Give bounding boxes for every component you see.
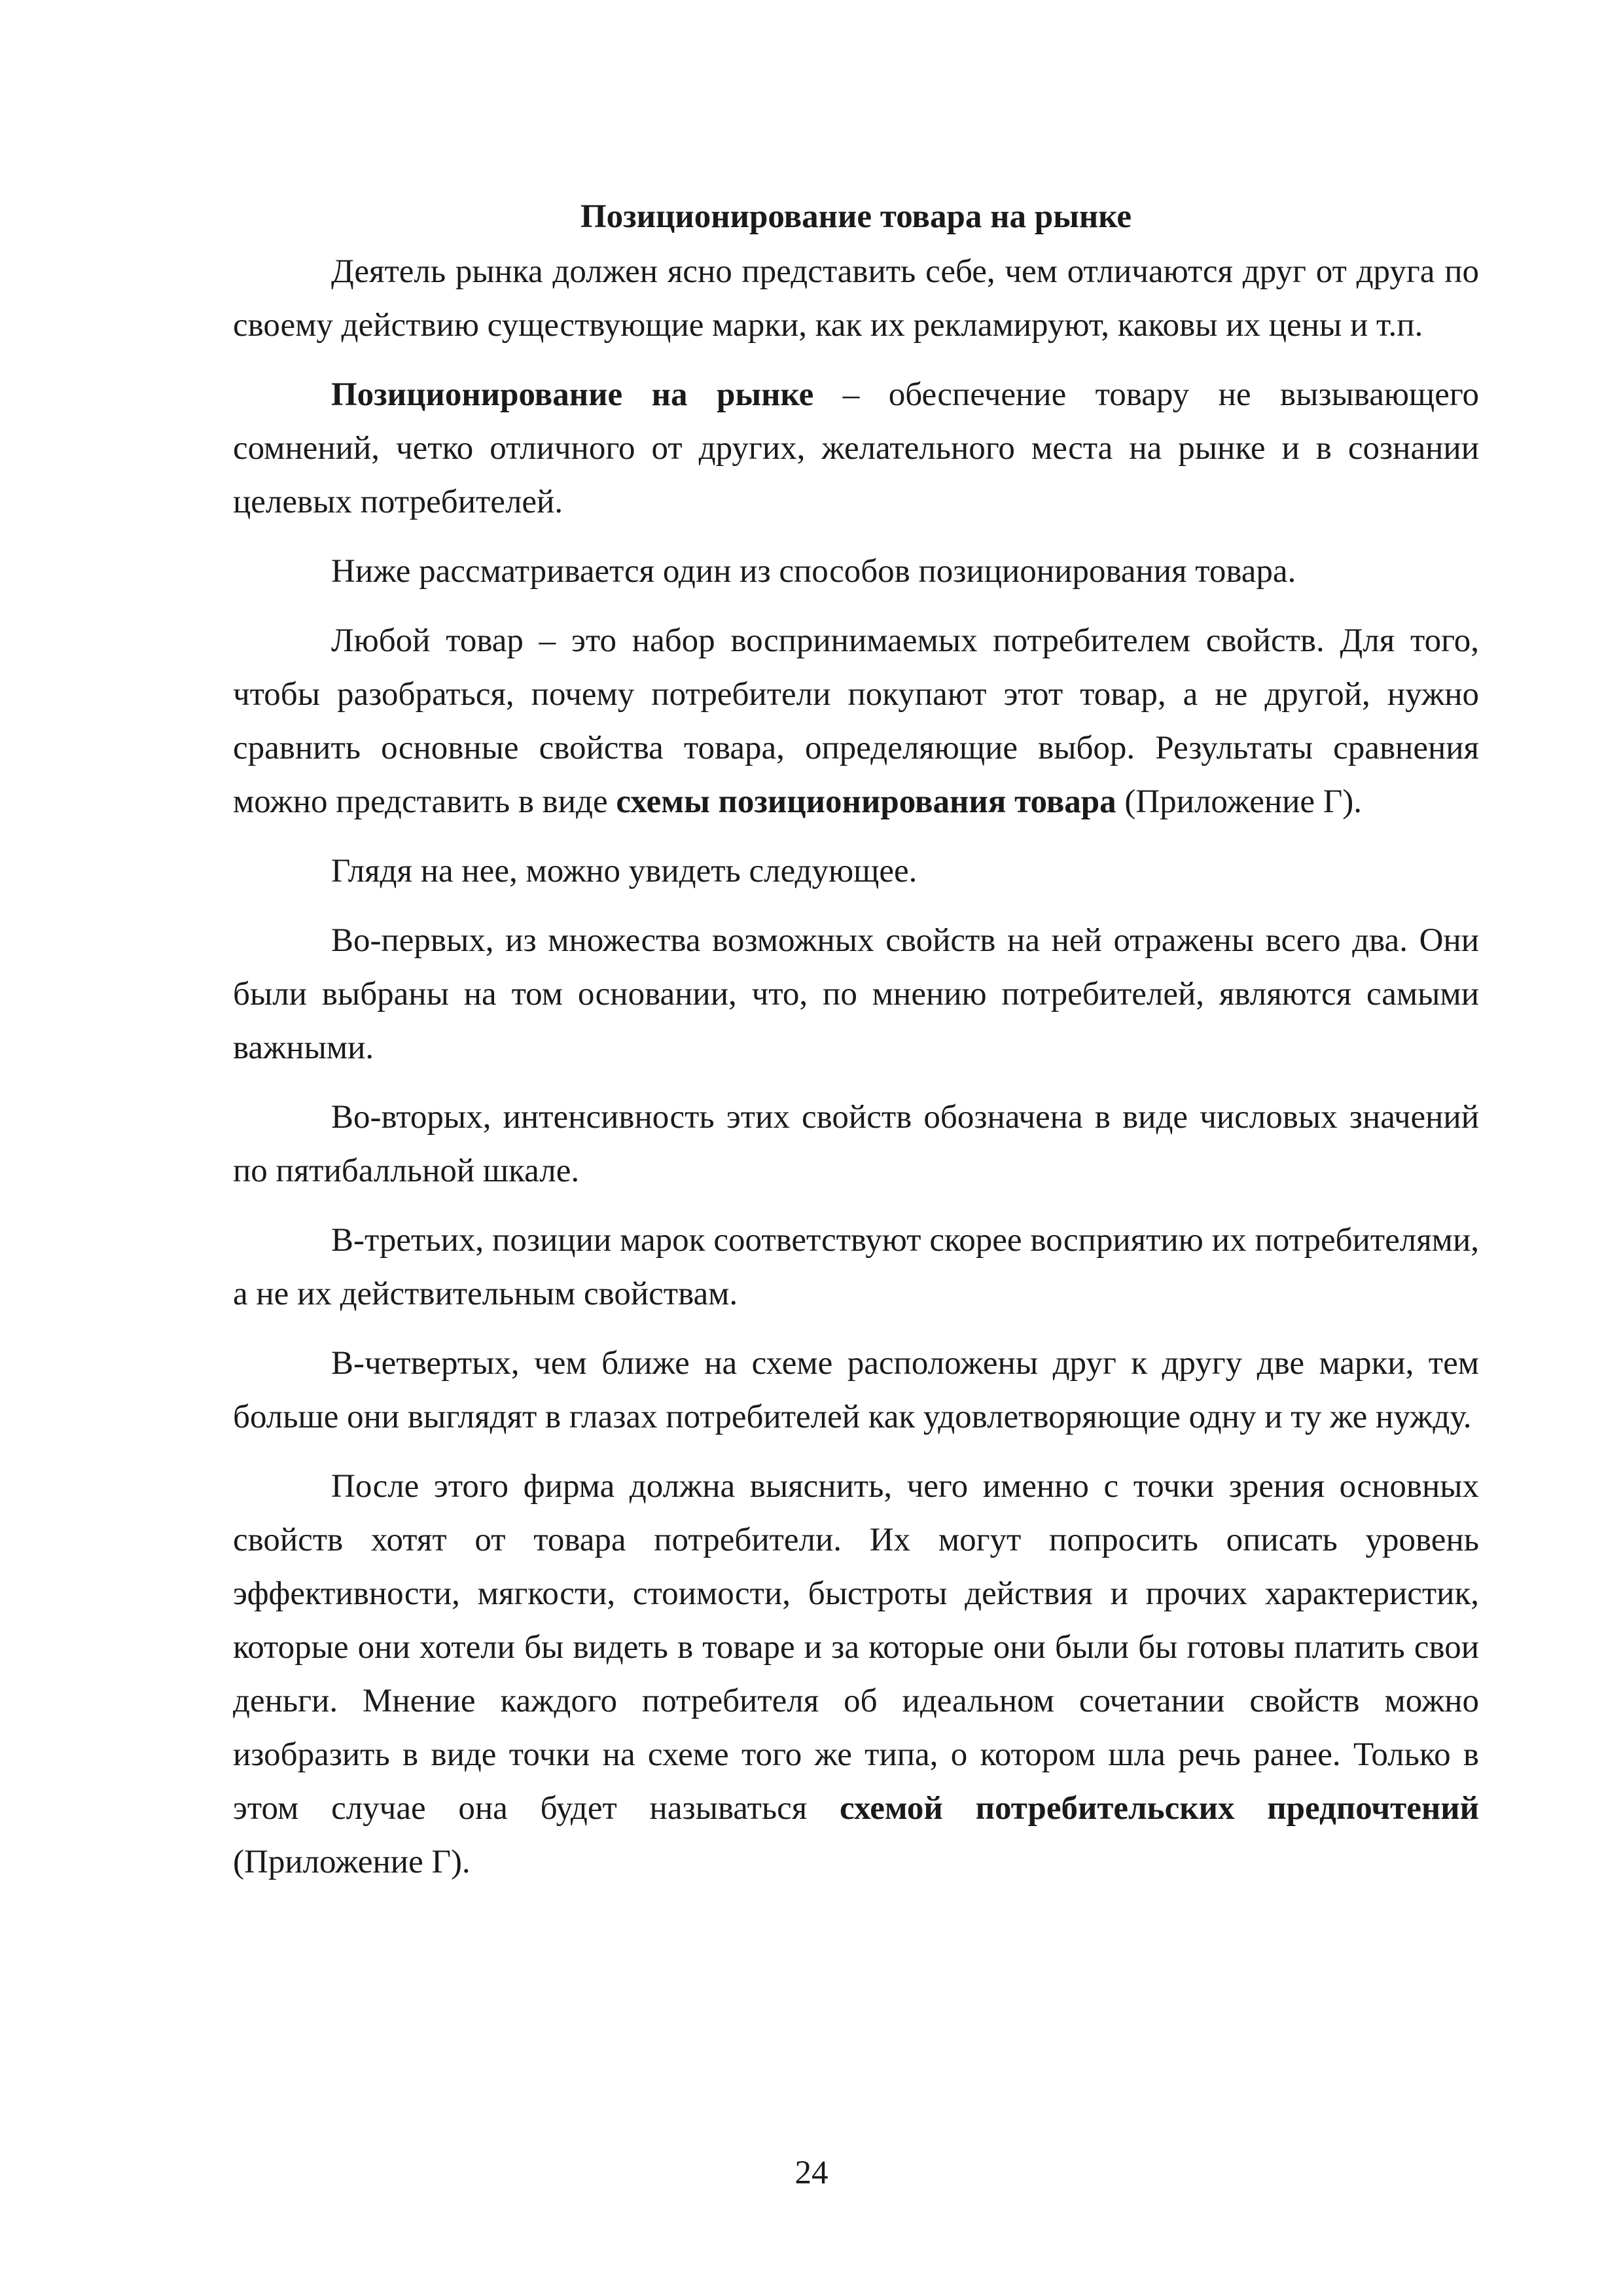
paragraph-text: Во-первых, из множества возможных свойств на ней отражены всего два. Они были выбраны на том основании, что, по мнению потребителей, являются самыми важными. bbox=[233, 922, 1479, 1066]
paragraph-3 bbox=[233, 545, 1479, 598]
paragraph-tail: (Приложение Г). bbox=[233, 1844, 471, 1880]
paragraph-5 bbox=[233, 844, 1479, 898]
paragraph-4 bbox=[233, 614, 1479, 829]
paragraph-10 bbox=[233, 1460, 1479, 1889]
paragraph-9 bbox=[233, 1336, 1479, 1444]
page-content bbox=[233, 190, 1479, 1905]
paragraph-text: Во-вторых, интенсивность этих свойств обозначена в виде числовых значений по пятибалльной шкале. bbox=[233, 1099, 1479, 1189]
page-title: Позиционирование товара на рынке bbox=[580, 198, 1132, 235]
paragraph-tail: (Приложение Г). bbox=[1116, 783, 1363, 820]
bold-term: схемой потребительских предпочтений bbox=[840, 1790, 1479, 1827]
paragraph-2-definition bbox=[233, 368, 1479, 529]
paragraph-text: Любой товар – это набор воспринимаемых потребителем свойств. Для того, чтобы разобраться, почему потребители покупают этот товар, а не другой, нужно сравнить основные свойства товара, определяющие выбор. Результаты сравнения можно представить в виде bbox=[233, 622, 1479, 820]
paragraph-text: В-третьих, позиции марок соответствуют скорее восприятию их потребителями, а не их действительным свойствам. bbox=[233, 1222, 1479, 1312]
paragraph-6 bbox=[233, 914, 1479, 1075]
paragraph-text: В-четвертых, чем ближе на схеме расположены друг к другу две марки, тем больше они выглядят в глазах потребителей как удовлетворяющие одну и ту же нужду. bbox=[233, 1345, 1479, 1435]
page-number: 24 bbox=[794, 2155, 829, 2191]
paragraph-text: – обеспечение товару не вызывающего сомнений, четко отличного от других, желательного места на рынке и в сознании целевых потребителей. bbox=[233, 376, 1479, 520]
defined-term: Позиционирование на рынке bbox=[331, 376, 814, 413]
bold-term: схемы позиционирования товара bbox=[616, 783, 1116, 820]
paragraph-text: Глядя на нее, можно увидеть следующее. bbox=[331, 853, 918, 889]
paragraph-text: Деятель рынка должен ясно представить себе, чем отличаются друг от друга по своему действию существующие марки, как их рекламируют, каковы их цены и т.п. bbox=[233, 253, 1479, 344]
paragraph-text: После этого фирма должна выяснить, чего именно с точки зрения основных свойств хотят от товара потребители. Их могут попросить описать уровень эффективности, мягкости, стоимости, быстроты действия и прочих характеристик, которые они хотели бы видеть в товаре и за которые они были бы готовы платить свои деньги. Мнение каждого потребителя об идеальном сочетании свойств можно изобразить в виде точки на схеме того же типа, о котором шла речь ранее. Только в этом случае она будет называться bbox=[233, 1468, 1479, 1827]
paragraph-7 bbox=[233, 1090, 1479, 1198]
paragraph-1 bbox=[233, 245, 1479, 352]
paragraph-text: Ниже рассматривается один из способов позиционирования товара. bbox=[331, 553, 1296, 590]
paragraph-8 bbox=[233, 1213, 1479, 1321]
